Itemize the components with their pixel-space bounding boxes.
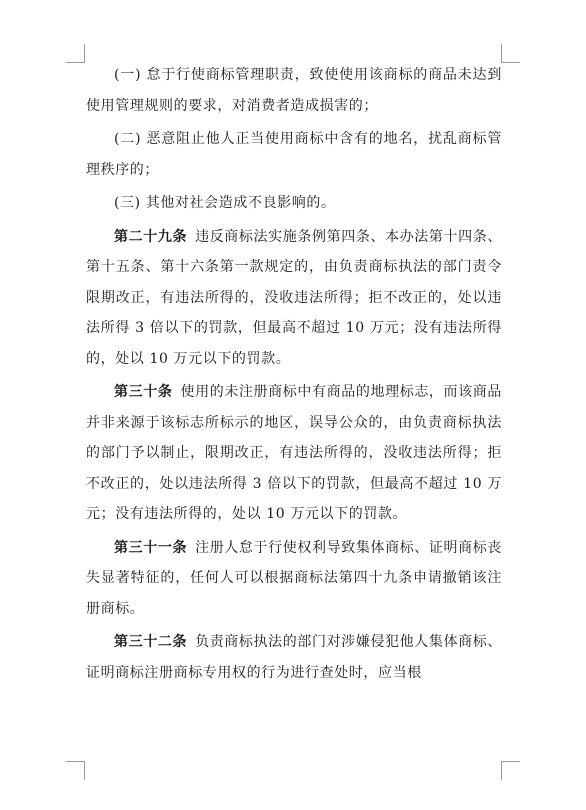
document-body <box>86 60 502 691</box>
paragraph-text: (三) 其他对社会造成不良影响的。 <box>114 195 336 211</box>
paragraph-text: 负责商标执法的部门对涉嫌侵犯他人集体商标、证明商标注册商标专用权的行为进行查处时，应当根 <box>86 634 502 681</box>
paragraph-text: 违反商标法实施条例第四条、本办法第十四条、第十五条、第十六条第一款规定的，由负责商标执法的部门责令限期改正，有违法所得的，没收违法所得；拒不改正的，处以违法所得 3 倍以下的罚款，但最高不超过 10 万元；没有违法所得的，处以 10 万元以下的罚款。 <box>86 228 502 367</box>
clause-item-1 <box>86 60 502 121</box>
clause-item-2 <box>86 124 502 185</box>
article-number: 第三十一条 <box>114 539 188 556</box>
article-30 <box>86 377 502 530</box>
clause-item-3 <box>86 188 502 219</box>
crop-mark-bottom-left <box>66 761 85 780</box>
article-number: 第三十条 <box>114 384 173 400</box>
article-number: 第三十二条 <box>114 634 188 650</box>
crop-mark-bottom-right <box>501 761 520 780</box>
paragraph-text: 使用的未注册商标中有商品的地理标志，而该商品并非来源于该标志所标示的地区，误导公众的，由负责商标执法的部门予以制止，限期改正，有违法所得的，没收违法所得；拒不改正的，处以违法所得 3 倍以下的罚款，但最高不超过 10 万元；没有违法所得的，处以 10 万元以下的罚款。 <box>86 384 502 522</box>
crop-mark-top-left <box>66 44 85 63</box>
paragraph-text: (二) 恶意阻止他人正当使用商标中含有的地名，扰乱商标管理秩序的； <box>86 131 502 178</box>
paragraph-text: (一) 怠于行使商标管理职责，致使使用该商标的商品未达到使用管理规则的要求，对消费者造成损害的； <box>86 67 502 114</box>
article-29 <box>86 222 502 375</box>
paragraph-text: 注册人怠于行使权利导致集体商标、证明商标丧失显著特征的，任何人可以根据商标法第四十九条申请撤销该注册商标。 <box>86 539 502 617</box>
article-31 <box>86 533 502 625</box>
article-32 <box>86 627 502 688</box>
crop-mark-top-right <box>501 44 520 63</box>
article-number: 第二十九条 <box>114 228 188 245</box>
